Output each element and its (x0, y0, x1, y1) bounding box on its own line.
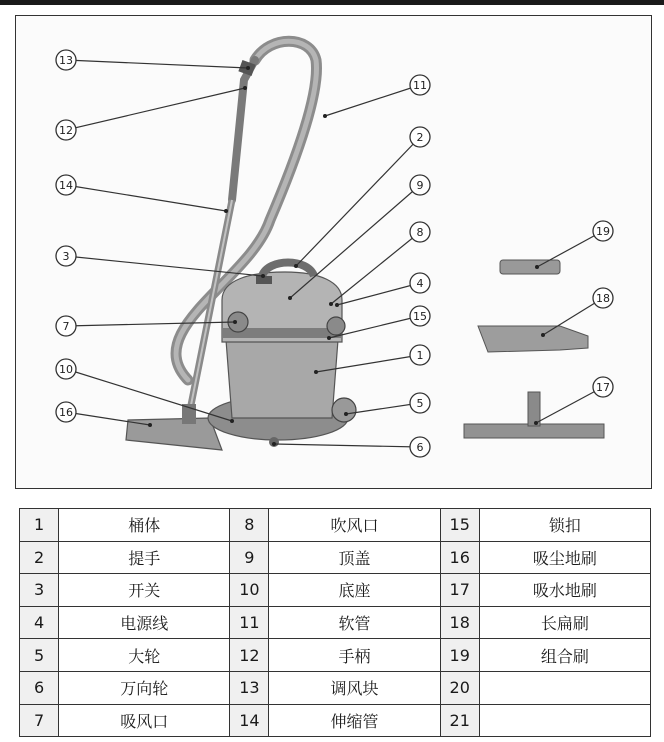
callout-number-7: 7 (62, 320, 70, 333)
part-name: 提手 (59, 541, 230, 574)
table-row (20, 704, 651, 737)
part-name: 手柄 (269, 639, 440, 672)
part-number: 21 (440, 704, 479, 737)
callout-number-12: 12 (59, 124, 73, 137)
part-name: 软管 (269, 606, 440, 639)
part-number: 15 (440, 509, 479, 542)
callout-number-18: 18 (596, 292, 610, 305)
table-row (20, 639, 651, 672)
part-number: 17 (440, 574, 479, 607)
part-name: 顶盖 (269, 541, 440, 574)
part-name: 组合刷 (479, 639, 650, 672)
part-name: 伸缩管 (269, 704, 440, 737)
part-name: 吸风口 (59, 704, 230, 737)
leader-line-13 (66, 60, 248, 68)
part-number: 20 (440, 671, 479, 704)
leader-dot-2 (294, 264, 298, 268)
leader-line-6 (274, 444, 420, 447)
callout-number-17: 17 (596, 381, 610, 394)
part-number: 4 (20, 606, 59, 639)
callout-number-14: 14 (59, 179, 73, 192)
leader-dot-4 (335, 303, 339, 307)
callout-number-3: 3 (62, 250, 70, 263)
callout-number-16: 16 (59, 406, 73, 419)
dust-floor-brush (126, 418, 222, 450)
leader-line-9 (290, 185, 420, 298)
part-number: 14 (230, 704, 269, 737)
leader-dot-14 (224, 209, 228, 213)
leader-dot-3 (261, 274, 265, 278)
callout-number-1: 1 (416, 349, 424, 362)
leader-dot-18 (541, 333, 545, 337)
part-name: 吹风口 (269, 509, 440, 542)
table-row (20, 671, 651, 704)
part-number: 6 (20, 671, 59, 704)
table-row (20, 574, 651, 607)
leader-line-11 (325, 85, 420, 116)
table-row (20, 509, 651, 542)
leader-line-12 (66, 88, 245, 130)
callout-number-19: 19 (596, 225, 610, 238)
leader-dot-19 (535, 265, 539, 269)
callout-number-8: 8 (416, 226, 424, 239)
callout-number-9: 9 (416, 179, 424, 192)
big-wheel (332, 398, 356, 422)
callout-number-4: 4 (416, 277, 424, 290)
leader-line-5 (346, 403, 420, 414)
callout-number-15: 15 (413, 310, 427, 323)
table-row (20, 541, 651, 574)
leader-dot-1 (314, 370, 318, 374)
leader-dot-7 (233, 320, 237, 324)
part-name: 吸尘地刷 (479, 541, 650, 574)
callout-number-11: 11 (413, 79, 427, 92)
part-name: 吸水地刷 (479, 574, 650, 607)
table-row (20, 606, 651, 639)
leader-line-16 (66, 412, 150, 425)
combination-brush (500, 260, 560, 274)
part-name: 桶体 (59, 509, 230, 542)
part-number: 13 (230, 671, 269, 704)
part-name: 大轮 (59, 639, 230, 672)
leader-dot-15 (327, 336, 331, 340)
leader-line-4 (337, 283, 420, 305)
part-number: 3 (20, 574, 59, 607)
blower-outlet (327, 317, 345, 335)
callout-number-13: 13 (59, 54, 73, 67)
part-number: 9 (230, 541, 269, 574)
callout-number-5: 5 (416, 397, 424, 410)
part-name: 锁扣 (479, 509, 650, 542)
part-name: 调风块 (269, 671, 440, 704)
leader-dot-11 (323, 114, 327, 118)
leader-dot-17 (534, 421, 538, 425)
parts-table (19, 508, 651, 737)
leader-dot-13 (246, 66, 250, 70)
part-name: 电源线 (59, 606, 230, 639)
part-name (479, 671, 650, 704)
leader-dot-9 (288, 296, 292, 300)
part-number: 11 (230, 606, 269, 639)
leader-line-8 (331, 232, 420, 304)
part-number: 2 (20, 541, 59, 574)
part-name (479, 704, 650, 737)
part-number: 5 (20, 639, 59, 672)
part-number: 10 (230, 574, 269, 607)
part-number: 19 (440, 639, 479, 672)
leader-dot-6 (272, 442, 276, 446)
part-number: 18 (440, 606, 479, 639)
leader-dot-10 (230, 419, 234, 423)
callout-number-10: 10 (59, 363, 73, 376)
part-number: 1 (20, 509, 59, 542)
handle (232, 60, 255, 200)
part-number: 16 (440, 541, 479, 574)
leader-line-14 (66, 185, 226, 211)
part-number: 12 (230, 639, 269, 672)
part-number: 7 (20, 704, 59, 737)
leader-dot-12 (243, 86, 247, 90)
leader-dot-16 (148, 423, 152, 427)
leader-line-19 (537, 231, 603, 267)
callout-number-6: 6 (416, 441, 424, 454)
part-name: 万向轮 (59, 671, 230, 704)
part-name: 底座 (269, 574, 440, 607)
part-name: 开关 (59, 574, 230, 607)
part-name: 长扁刷 (479, 606, 650, 639)
tank (226, 340, 338, 418)
part-number: 8 (230, 509, 269, 542)
leader-line-17 (536, 387, 603, 423)
leader-line-10 (66, 369, 232, 421)
callout-number-2: 2 (416, 131, 424, 144)
leader-dot-5 (344, 412, 348, 416)
leader-dot-8 (329, 302, 333, 306)
crevice-tool (478, 326, 588, 352)
